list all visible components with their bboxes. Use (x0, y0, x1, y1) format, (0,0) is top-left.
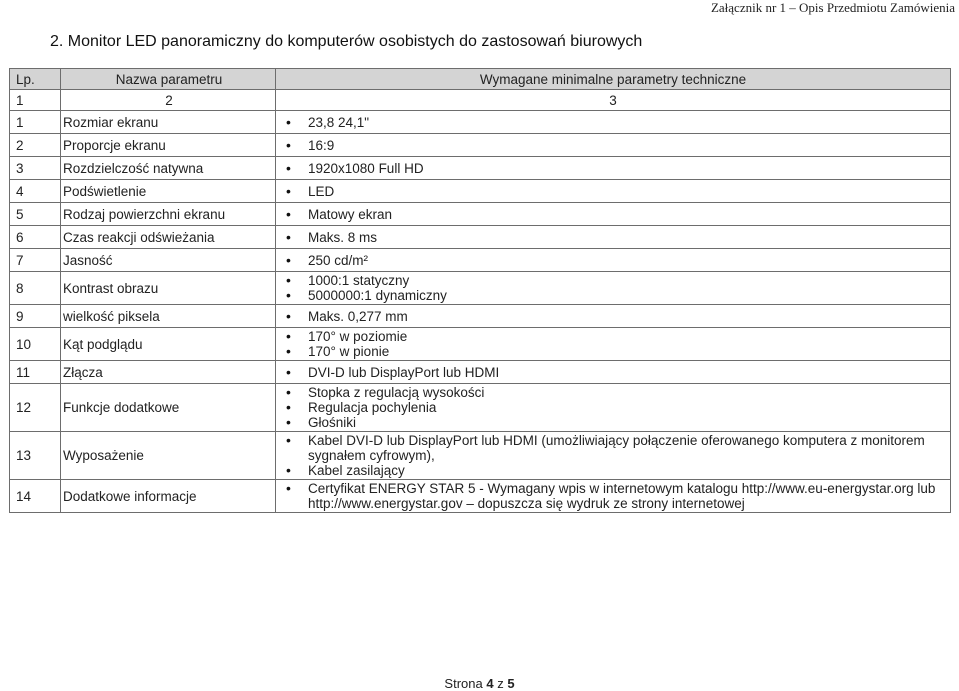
parameter-values (276, 361, 951, 384)
value-list (276, 253, 950, 268)
table-row (10, 480, 951, 513)
value-list (276, 365, 950, 380)
parameter-name: Proporcje ekranu (61, 134, 276, 157)
row-number: 6 (10, 226, 61, 249)
footer-total-pages: 5 (507, 676, 515, 691)
value-item: • Certyfikat ENERGY STAR 5 - Wymagany wpis w internetowym katalogu http://www.eu-energystar.org lub http://www.energystar.gov – dopuszcza się wydruk ze strony internetowej (286, 481, 950, 511)
row-number: 7 (10, 249, 61, 272)
column-number-1: 1 (10, 90, 61, 111)
header-requirements: Wymagane minimalne parametry techniczne (276, 69, 951, 90)
value-item: • LED (286, 184, 950, 199)
parameter-name: Funkcje dodatkowe (61, 384, 276, 432)
table-row (10, 305, 951, 328)
value-item: • 16:9 (286, 138, 950, 153)
parameter-name: wielkość piksela (61, 305, 276, 328)
header-lp: Lp. (10, 69, 61, 90)
parameter-values (276, 432, 951, 480)
spec-table (9, 68, 951, 513)
table-row (10, 384, 951, 432)
parameter-name: Podświetlenie (61, 180, 276, 203)
parameter-values (276, 134, 951, 157)
row-number: 10 (10, 328, 61, 361)
parameter-name: Kąt podglądu (61, 328, 276, 361)
value-item: • Kabel DVI-D lub DisplayPort lub HDMI (umożliwiający połączenie oferowanego komputera z monitorem sygnałem cyfrowym), (286, 433, 950, 463)
parameter-values (276, 157, 951, 180)
value-list (276, 230, 950, 245)
value-item: • Stopka z regulacją wysokości (286, 385, 950, 400)
parameter-values (276, 480, 951, 513)
row-number: 2 (10, 134, 61, 157)
table-row (10, 249, 951, 272)
footer-separator: z (497, 676, 504, 691)
value-list (276, 138, 950, 153)
parameter-name: Dodatkowe informacje (61, 480, 276, 513)
table-row (10, 134, 951, 157)
parameter-name: Kontrast obrazu (61, 272, 276, 305)
row-number: 11 (10, 361, 61, 384)
value-list (276, 161, 950, 176)
value-item: • Kabel zasilający (286, 463, 950, 478)
value-item: • 23,8 24,1" (286, 115, 950, 130)
table-row (10, 272, 951, 305)
section-title: 2. Monitor LED panoramiczny do komputerów osobistych do zastosowań biurowych (50, 33, 643, 50)
value-item: • 5000000:1 dynamiczny (286, 288, 950, 303)
row-number: 1 (10, 111, 61, 134)
table-row (10, 180, 951, 203)
value-list (276, 433, 950, 478)
parameter-values (276, 111, 951, 134)
parameter-values (276, 203, 951, 226)
parameter-name: Jasność (61, 249, 276, 272)
parameter-values (276, 249, 951, 272)
row-number: 12 (10, 384, 61, 432)
value-item: • 170° w pionie (286, 344, 950, 359)
value-list (276, 184, 950, 199)
value-item: • DVI-D lub DisplayPort lub HDMI (286, 365, 950, 380)
column-number-row (10, 90, 951, 111)
row-number: 4 (10, 180, 61, 203)
parameter-values (276, 305, 951, 328)
parameter-name: Czas reakcji odświeżania (61, 226, 276, 249)
header-parameter-name: Nazwa parametru (61, 69, 276, 90)
row-number: 3 (10, 157, 61, 180)
parameter-values (276, 272, 951, 305)
parameter-name: Rozmiar ekranu (61, 111, 276, 134)
table-row (10, 432, 951, 480)
row-number: 5 (10, 203, 61, 226)
value-list (276, 329, 950, 359)
column-number-3: 3 (276, 90, 951, 111)
value-item: • 170° w poziomie (286, 329, 950, 344)
parameter-name: Rozdzielczość natywna (61, 157, 276, 180)
parameter-values (276, 226, 951, 249)
value-item: • Maks. 8 ms (286, 230, 950, 245)
parameter-values (276, 384, 951, 432)
value-list (276, 115, 950, 130)
value-item: • 1000:1 statyczny (286, 273, 950, 288)
value-item: • Głośniki (286, 415, 950, 430)
value-list (276, 385, 950, 430)
value-item: • Maks. 0,277 mm (286, 309, 950, 324)
column-number-2: 2 (61, 90, 276, 111)
parameter-name: Rodzaj powierzchni ekranu (61, 203, 276, 226)
table-row (10, 328, 951, 361)
footer-page-number: 4 (486, 676, 494, 691)
value-list (276, 273, 950, 303)
row-number: 8 (10, 272, 61, 305)
parameter-name: Wyposażenie (61, 432, 276, 480)
table-header-row (10, 69, 951, 90)
value-item: • 1920x1080 Full HD (286, 161, 950, 176)
parameter-name: Złącza (61, 361, 276, 384)
footer-prefix: Strona (444, 676, 483, 691)
value-item: • Matowy ekran (286, 207, 950, 222)
table-row (10, 226, 951, 249)
value-item: • 250 cd/m² (286, 253, 950, 268)
row-number: 13 (10, 432, 61, 480)
value-list (276, 481, 950, 511)
parameter-values (276, 180, 951, 203)
attachment-header: Załącznik nr 1 – Opis Przedmiotu Zamówienia (710, 0, 955, 15)
table-row (10, 111, 951, 134)
parameter-values (276, 328, 951, 361)
table-row (10, 157, 951, 180)
row-number: 9 (10, 305, 61, 328)
value-list (276, 309, 950, 324)
table-row (10, 203, 951, 226)
value-item: • Regulacja pochylenia (286, 400, 950, 415)
table-row (10, 361, 951, 384)
row-number: 14 (10, 480, 61, 513)
value-list (276, 207, 950, 222)
